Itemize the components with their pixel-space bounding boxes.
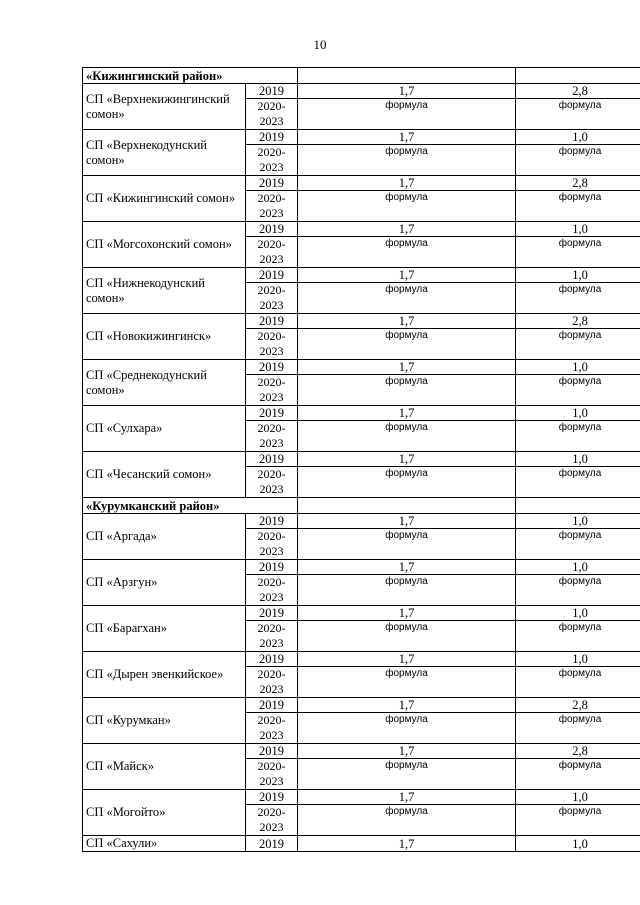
formula-cell: формула [298,145,516,176]
value-cell: 1,7 [298,360,516,375]
district-row [83,498,640,514]
period-cell: 2020-2023 [246,421,298,452]
settlement-name: СП «Нижнекодунский сомон» [83,268,246,314]
value-cell: 1,0 [516,360,640,375]
settlement-row [83,268,640,283]
value-cell: 1,7 [298,744,516,759]
period-cell: 2020-2023 [246,467,298,498]
value-cell: 1,7 [298,176,516,191]
formula-cell: формула [516,667,640,698]
settlement-row [83,360,640,375]
settlement-name: СП «Верхнекодунский сомон» [83,130,246,176]
empty-cell [516,498,640,514]
settlement-row [83,176,640,191]
formula-cell: формула [298,283,516,314]
value-cell: 1,0 [516,514,640,529]
district-name: «Кижингинский район» [83,68,298,84]
period-cell: 2020-2023 [246,575,298,606]
formula-cell: формула [516,99,640,130]
value-cell: 2,8 [516,84,640,99]
formula-cell: формула [516,191,640,222]
settlement-name: СП «Барагхан» [83,606,246,652]
formula-cell: формула [516,575,640,606]
value-cell: 1,0 [516,606,640,621]
value-cell: 1,7 [298,652,516,667]
year-cell: 2019 [246,514,298,529]
period-cell: 2020-2023 [246,667,298,698]
year-cell: 2019 [246,176,298,191]
period-cell: 2020-2023 [246,621,298,652]
year-cell: 2019 [246,360,298,375]
settlement-row [83,130,640,145]
year-cell: 2019 [246,744,298,759]
year-cell: 2019 [246,130,298,145]
formula-cell: формула [516,145,640,176]
formula-cell: формула [298,237,516,268]
value-cell: 1,7 [298,130,516,145]
district-name: «Курумканский район» [83,498,298,514]
formula-cell: формула [298,421,516,452]
formula-cell: формула [298,329,516,360]
settlement-name: СП «Чесанский сомон» [83,452,246,498]
formula-cell: формула [298,575,516,606]
year-cell: 2019 [246,560,298,575]
formula-cell: формула [298,759,516,790]
settlement-name: СП «Кижингинский сомон» [83,176,246,222]
value-cell: 2,8 [516,698,640,713]
year-cell: 2019 [246,836,298,852]
formula-cell: формула [516,421,640,452]
period-cell: 2020-2023 [246,329,298,360]
period-cell: 2020-2023 [246,237,298,268]
year-cell: 2019 [246,652,298,667]
year-cell: 2019 [246,698,298,713]
formula-cell: формула [516,759,640,790]
formula-cell: формула [298,375,516,406]
period-cell: 2020-2023 [246,99,298,130]
formula-cell: формула [516,283,640,314]
settlement-row [83,84,640,99]
value-cell: 1,7 [298,84,516,99]
settlement-row [83,222,640,237]
settlement-row [83,836,640,852]
value-cell: 1,0 [516,790,640,805]
settlement-row [83,314,640,329]
value-cell: 1,7 [298,452,516,467]
period-cell: 2020-2023 [246,759,298,790]
empty-cell [516,68,640,84]
settlement-name: СП «Верхнекижингинский сомон» [83,84,246,130]
value-cell: 1,7 [298,606,516,621]
value-cell: 1,7 [298,698,516,713]
period-cell: 2020-2023 [246,283,298,314]
empty-cell [298,498,516,514]
value-cell: 1,7 [298,268,516,283]
settlement-name: СП «Арзгун» [83,560,246,606]
value-cell: 1,0 [516,560,640,575]
settlement-row [83,744,640,759]
value-cell: 2,8 [516,744,640,759]
settlement-name: СП «Среднекодунский сомон» [83,360,246,406]
value-cell: 1,0 [516,268,640,283]
formula-cell: формула [516,467,640,498]
value-cell: 1,7 [298,222,516,237]
value-cell: 1,7 [298,560,516,575]
period-cell: 2020-2023 [246,529,298,560]
formula-cell: формула [516,621,640,652]
formula-cell: формула [298,713,516,744]
value-cell: 1,7 [298,406,516,421]
formula-cell: формула [516,329,640,360]
settlement-row [83,514,640,529]
formula-cell: формула [516,375,640,406]
value-cell: 1,0 [516,452,640,467]
settlement-name: СП «Сулхара» [83,406,246,452]
settlement-row [83,452,640,467]
settlement-name: СП «Новокижингинск» [83,314,246,360]
year-cell: 2019 [246,790,298,805]
settlement-name: СП «Дырен эвенкийское» [83,652,246,698]
period-cell: 2020-2023 [246,375,298,406]
value-cell: 1,0 [516,406,640,421]
value-cell: 1,0 [516,130,640,145]
settlement-row [83,652,640,667]
period-cell: 2020-2023 [246,713,298,744]
formula-cell: формула [516,805,640,836]
value-cell: 1,0 [516,652,640,667]
settlement-name: СП «Курумкан» [83,698,246,744]
district-row [83,68,640,84]
value-cell: 1,7 [298,836,516,852]
page-number: 10 [313,37,327,52]
formula-cell: формула [298,621,516,652]
formula-cell: формула [298,667,516,698]
settlement-row [83,790,640,805]
settlement-name: СП «Сахули» [83,836,246,852]
formula-cell: формула [516,237,640,268]
value-cell: 1,7 [298,790,516,805]
period-cell: 2020-2023 [246,191,298,222]
formula-cell: формула [298,191,516,222]
year-cell: 2019 [246,84,298,99]
year-cell: 2019 [246,314,298,329]
settlement-row [83,560,640,575]
settlement-name: СП «Аргада» [83,514,246,560]
period-cell: 2020-2023 [246,805,298,836]
value-cell: 1,7 [298,514,516,529]
settlement-name: СП «Могойто» [83,790,246,836]
value-cell: 1,0 [516,222,640,237]
formula-cell: формула [516,713,640,744]
year-cell: 2019 [246,606,298,621]
value-cell: 1,7 [298,314,516,329]
settlement-row [83,606,640,621]
year-cell: 2019 [246,222,298,237]
formula-cell: формула [298,99,516,130]
settlement-name: СП «Могсохонский сомон» [83,222,246,268]
empty-cell [298,68,516,84]
year-cell: 2019 [246,452,298,467]
tariff-table [82,67,640,852]
year-cell: 2019 [246,268,298,283]
formula-cell: формула [298,805,516,836]
formula-cell: формула [516,529,640,560]
settlement-name: СП «Майск» [83,744,246,790]
formula-cell: формула [298,467,516,498]
value-cell: 2,8 [516,176,640,191]
settlement-row [83,698,640,713]
period-cell: 2020-2023 [246,145,298,176]
year-cell: 2019 [246,406,298,421]
value-cell: 2,8 [516,314,640,329]
settlement-row [83,406,640,421]
formula-cell: формула [298,529,516,560]
value-cell: 1,0 [516,836,640,852]
